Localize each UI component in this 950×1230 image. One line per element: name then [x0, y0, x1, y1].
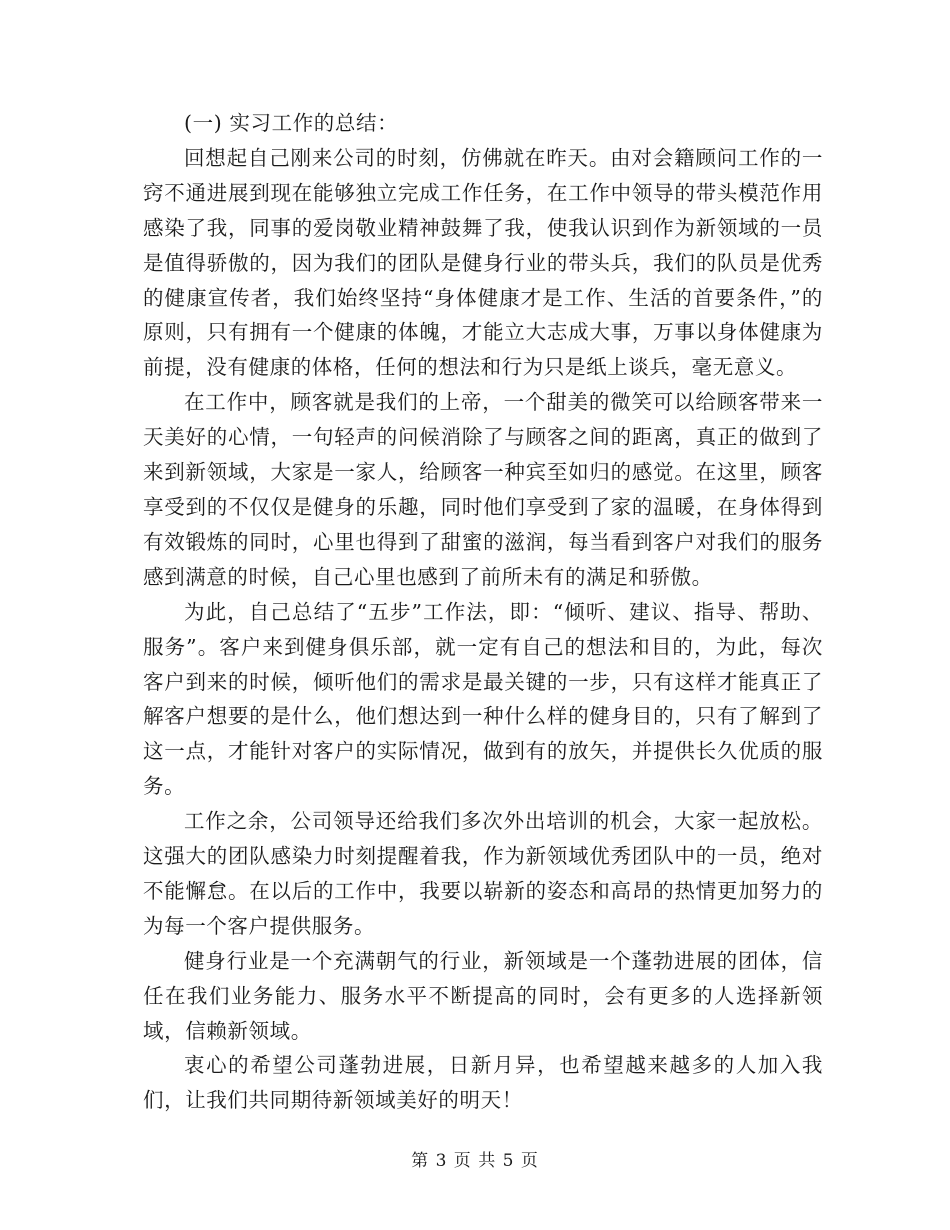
page-number-footer: 第 3 页 共 5 页	[411, 1151, 539, 1171]
paragraph-6: 衷心的希望公司蓬勃进展，日新月异，也希望越来越多的人加入我们，让我们共同期待新领域美好的明天！	[143, 1053, 823, 1113]
paragraph-3: 为此，自己总结了“五步”工作法，即：“倾听、建议、指导、帮助、服务”。客户来到健身俱乐部，就一定有自己的想法和目的，为此，每次客户到来的时候，倾听他们的需求是最关键的一步，只有这样才能真正了解客户想要的是什么，他们想达到一种什么样的健身目的，只有了解到了这一点，才能针对客户的实际情况，做到有的放矢，并提供长久优质的服务。	[143, 599, 823, 799]
paragraph-1: 回想起自己刚来公司的时刻，仿佛就在昨天。由对会籍顾问工作的一窍不通进展到现在能够独立完成工作任务，在工作中领导的带头模范作用感染了我，同事的爱岗敬业精神鼓舞了我，使我认识到作为新领域的一员是值得骄傲的，因为我们的团队是健身行业的带头兵，我们的队员是优秀的健康宣传者，我们始终坚持“身体健康才是工作、生活的首要条件，”的原则，只有拥有一个健康的体魄，才能立大志成大事，万事以身体健康为前提，没有健康的体格，任何的想法和行为只是纸上谈兵，毫无意义。	[143, 145, 823, 380]
document-body	[143, 106, 823, 1118]
paragraph-2: 在工作中，顾客就是我们的上帝，一个甜美的微笑可以给顾客带来一天美好的心情，一句轻声的问候消除了与顾客之间的距离，真正的做到了来到新领域，大家是一家人，给顾客一种宾至如归的感觉。在这里，顾客享受到的不仅仅是健身的乐趣，同时他们享受到了家的温暖，在身体得到有效锻炼的同时，心里也得到了甜蜜的滋润，每当看到客户对我们的服务感到满意的时候，自己心里也感到了前所未有的满足和骄傲。	[143, 390, 823, 589]
paragraph-4: 工作之余，公司领导还给我们多次外出培训的机会，大家一起放松。这强大的团队感染力时刻提醒着我，作为新领域优秀团队中的一员，绝对不能懈怠。在以后的工作中，我要以崭新的姿态和高昂的热情更加努力的为每一个客户提供服务。	[143, 809, 823, 938]
section-heading: (一) 实习工作的总结：	[184, 111, 399, 135]
paragraph-5: 健身行业是一个充满朝气的行业，新领域是一个蓬勃进展的团体，信任在我们业务能力、服务水平不断提高的同时，会有更多的人选择新领域，信赖新领域。	[143, 948, 823, 1043]
